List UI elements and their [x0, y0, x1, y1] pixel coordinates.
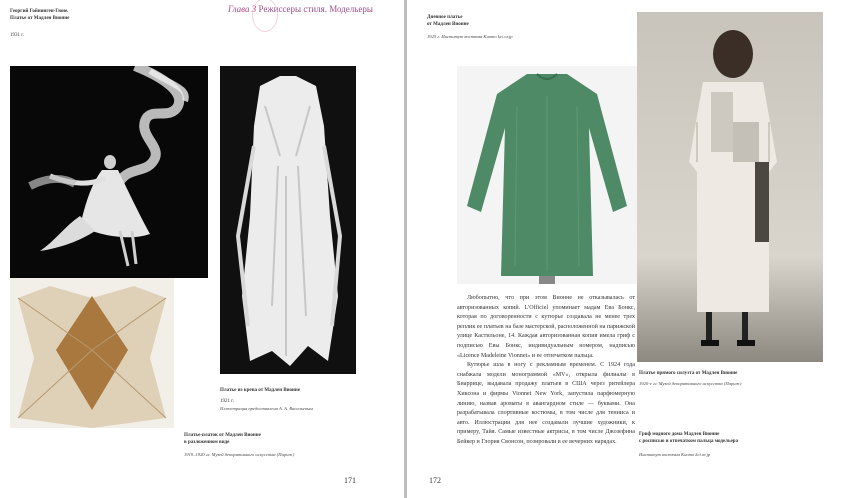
chapter-label: Глава 3 [228, 4, 257, 14]
handkerchief-dress-photo [10, 278, 174, 428]
right-page [407, 0, 850, 498]
caption-dress-credit: Иллюстрация предоставлена А. А. Васильевым [220, 406, 313, 411]
chapter-ornament-icon [252, 0, 278, 32]
right-top-caption-title-2: от Мадлен Вионне [427, 22, 469, 27]
left-page-number: 171 [344, 476, 356, 485]
caption-dress-year: 1921 г. [220, 399, 234, 404]
caption-cape-title-2: в разложенном виде [184, 440, 230, 445]
white-dress-photo [220, 66, 356, 374]
green-dress-photo [457, 66, 637, 284]
caption-cape-title-1: Платье-платок от Мадлен Вионне [184, 433, 261, 438]
caption-dress-title: Платье из крепа от Мадлен Вионне [220, 388, 301, 393]
left-top-caption-year: 1931 г. [10, 33, 24, 38]
caption-silhouette-title: Платье прямого силуэта от Мадлен Вионне [639, 371, 738, 376]
chapter-header [228, 4, 373, 14]
body-paragraph: Любопытно, что при этом Вионне не отказывалась от авторизованных копий. L'Officiel упоминает мадам Ева Бонкс, которая по договоренности с кутюрье создавала не менее трех реплик ее платьев на базе мастерской, расположенной на парижской улице Кастильоне, 14. Каждая авторизованная копия имела гриф с подписью Евы Бонкс, индивидуальным номером, надписью «Licence Madeleine Vionnet» и ее отпечатком пальца. [457, 295, 635, 359]
caption-label-title-1: Гриф модного дома Мадлен Вионне [639, 432, 720, 437]
caption-label-source: Институт костюма Киото kci.or.jp [639, 452, 711, 457]
body-paragraph: Кутюрье шла в ногу с рекламным временем. С 1924 года снабжала модели монограммой «MV», открыла филиалы в Биаррице, выдавала продажу платьев в США через ритейлера Хиксона и фирмы Vionnet New York, запустила парфюмерную линию, назвав ароматы в авангардном стиле — буквами. Она разрабатывала спортивные костюмы, в том числе для тенниса и авто. Иллюстрации для нее создавали лучшие художники, к примеру, Тайя. Самые известные актрисы, в том числе Джозефина Бейкер и Глория Свонсон, позировали в ее вечерних нарядах. [457, 362, 635, 445]
right-top-caption-title-1: Дневное платье [427, 15, 463, 20]
caption-cape-source: 1919–1920 гг. Музей декоративного искусства (Париж) [184, 452, 295, 457]
caption-silhouette-source: 1920-е гг. Музей декоративного искусства (Париж) [639, 381, 742, 386]
straight-silhouette-photo [637, 12, 823, 362]
left-page [0, 0, 404, 498]
caption-label-title-2: с росписью и отпечатком пальца модельера [639, 439, 739, 444]
left-top-caption-author: Георгий Гойнинген-Гюне. [10, 9, 69, 14]
left-top-caption-title: Платье от Мадлен Вионне [10, 16, 70, 21]
chapter-title: Режиссеры стиля. Модельеры [258, 4, 373, 14]
right-top-caption-source: 1925 г. Институт костюма Киото kci.or.jp [427, 34, 513, 39]
body-text [457, 294, 635, 448]
dancer-photo [10, 66, 208, 278]
right-page-number: 172 [429, 476, 441, 485]
